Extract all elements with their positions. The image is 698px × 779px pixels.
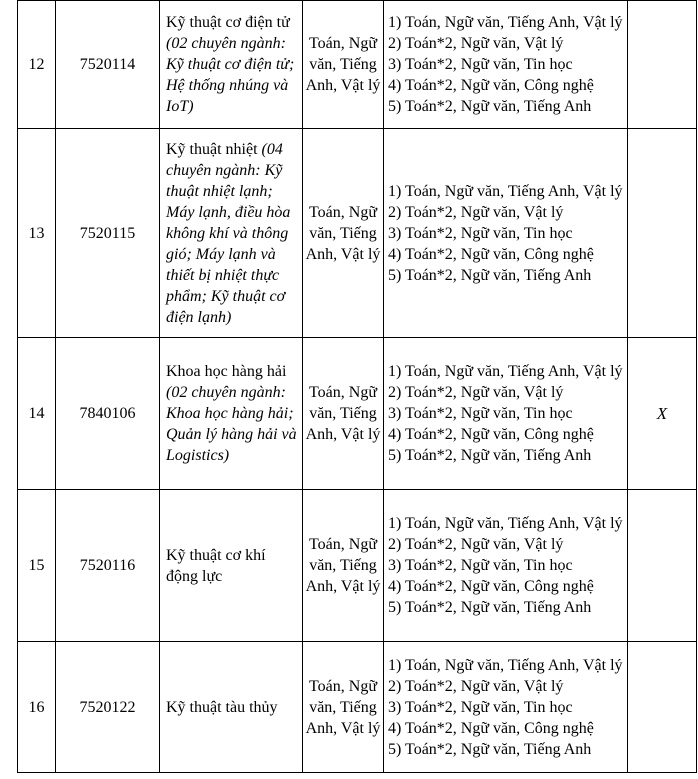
row-number: 14 xyxy=(18,338,56,490)
program-code: 7520114 xyxy=(56,1,160,129)
admission-table xyxy=(17,0,697,773)
combination-item: 3) Toán*2, Ngữ văn, Tin học xyxy=(388,557,573,574)
program-name-main: Kỹ thuật tàu thủy xyxy=(166,698,278,716)
combination-item: 4) Toán*2, Ngữ văn, Công nghệ xyxy=(388,426,594,443)
program-name-sub: (02 chuyên ngành: Kỹ thuật cơ điện tử; Hệ thống nhúng và IoT) xyxy=(166,35,295,115)
program-name-main: Kỹ thuật nhiệt xyxy=(166,140,258,158)
table-row xyxy=(18,490,697,642)
subject-combinations xyxy=(384,1,628,129)
row-number: 16 xyxy=(18,642,56,773)
combination-item: 2) Toán*2, Ngữ văn, Vật lý xyxy=(388,35,564,52)
combination-item: 5) Toán*2, Ngữ văn, Tiếng Anh xyxy=(388,266,592,284)
combination-item: 1) Toán, Ngữ văn, Tiếng Anh, Vật lý xyxy=(388,182,623,200)
mark-cell xyxy=(628,642,697,773)
program-name-sub: (02 chuyên ngành: Khoa học hàng hải; Quản lý hàng hải và Logistics) xyxy=(166,384,297,464)
program-name-main: Khoa học hàng hải xyxy=(166,363,287,380)
subject-combinations xyxy=(384,490,628,642)
program-code: 7520116 xyxy=(56,490,160,642)
combination-item: 2) Toán*2, Ngữ văn, Vật lý xyxy=(388,384,564,401)
combination-item: 4) Toán*2, Ngữ văn, Công nghệ xyxy=(388,578,594,595)
combination-item: 5) Toán*2, Ngữ văn, Tiếng Anh xyxy=(388,98,592,115)
table-row xyxy=(18,1,697,129)
combination-item: 4) Toán*2, Ngữ văn, Công nghệ xyxy=(388,245,594,263)
program-code: 7520122 xyxy=(56,642,160,773)
table-row xyxy=(18,338,697,490)
exam-subjects: Toán, Ngữ văn, Tiếng Anh, Vật lý xyxy=(303,642,384,773)
combination-item: 1) Toán, Ngữ văn, Tiếng Anh, Vật lý xyxy=(388,656,623,674)
exam-subjects: Toán, Ngữ văn, Tiếng Anh, Vật lý xyxy=(303,1,384,129)
subject-combinations xyxy=(384,129,628,338)
subject-combinations xyxy=(384,642,628,773)
subject-combinations xyxy=(384,338,628,490)
program-code: 7520115 xyxy=(56,129,160,338)
combination-item: 1) Toán, Ngữ văn, Tiếng Anh, Vật lý xyxy=(388,363,623,380)
program-name xyxy=(160,490,303,642)
combination-item: 3) Toán*2, Ngữ văn, Tin học xyxy=(388,405,573,422)
mark-cell: X xyxy=(628,338,697,490)
combination-item: 3) Toán*2, Ngữ văn, Tin học xyxy=(388,698,573,716)
combination-item: 1) Toán, Ngữ văn, Tiếng Anh, Vật lý xyxy=(388,515,623,532)
program-code: 7840106 xyxy=(56,338,160,490)
combination-item: 5) Toán*2, Ngữ văn, Tiếng Anh xyxy=(388,740,592,758)
combination-item: 5) Toán*2, Ngữ văn, Tiếng Anh xyxy=(388,447,592,464)
program-name xyxy=(160,338,303,490)
combination-item: 2) Toán*2, Ngữ văn, Vật lý xyxy=(388,203,564,221)
combination-item: 3) Toán*2, Ngữ văn, Tin học xyxy=(388,224,573,242)
combination-item: 1) Toán, Ngữ văn, Tiếng Anh, Vật lý xyxy=(388,14,623,31)
exam-subjects: Toán, Ngữ văn, Tiếng Anh, Vật lý xyxy=(303,338,384,490)
program-name-main: Kỹ thuật cơ khí động lực xyxy=(166,546,266,585)
combination-item: 5) Toán*2, Ngữ văn, Tiếng Anh xyxy=(388,599,592,616)
program-name-main: Kỹ thuật cơ điện tử xyxy=(166,14,290,31)
exam-subjects: Toán, Ngữ văn, Tiếng Anh, Vật lý xyxy=(303,490,384,642)
table-row xyxy=(18,642,697,773)
combination-item: 2) Toán*2, Ngữ văn, Vật lý xyxy=(388,677,564,695)
combination-item: 4) Toán*2, Ngữ văn, Công nghệ xyxy=(388,719,594,737)
program-name xyxy=(160,1,303,129)
program-name-sub: (04 chuyên ngành: Kỹ thuật nhiệt lạnh; Máy lạnh, điều hòa không khí và thông gió; Máy lạnh và thiết bị nhiệt thực phẩm; Kỹ thuật cơ điện lạnh) xyxy=(166,140,291,326)
combination-item: 4) Toán*2, Ngữ văn, Công nghệ xyxy=(388,77,594,94)
exam-subjects: Toán, Ngữ văn, Tiếng Anh, Vật lý xyxy=(303,129,384,338)
combination-item: 2) Toán*2, Ngữ văn, Vật lý xyxy=(388,536,564,553)
row-number: 13 xyxy=(18,129,56,338)
program-name xyxy=(160,129,303,338)
row-number: 15 xyxy=(18,490,56,642)
mark-cell xyxy=(628,490,697,642)
combination-item: 3) Toán*2, Ngữ văn, Tin học xyxy=(388,56,573,73)
mark-cell xyxy=(628,129,697,338)
table-row xyxy=(18,129,697,338)
mark-cell xyxy=(628,1,697,129)
program-name xyxy=(160,642,303,773)
row-number: 12 xyxy=(18,1,56,129)
